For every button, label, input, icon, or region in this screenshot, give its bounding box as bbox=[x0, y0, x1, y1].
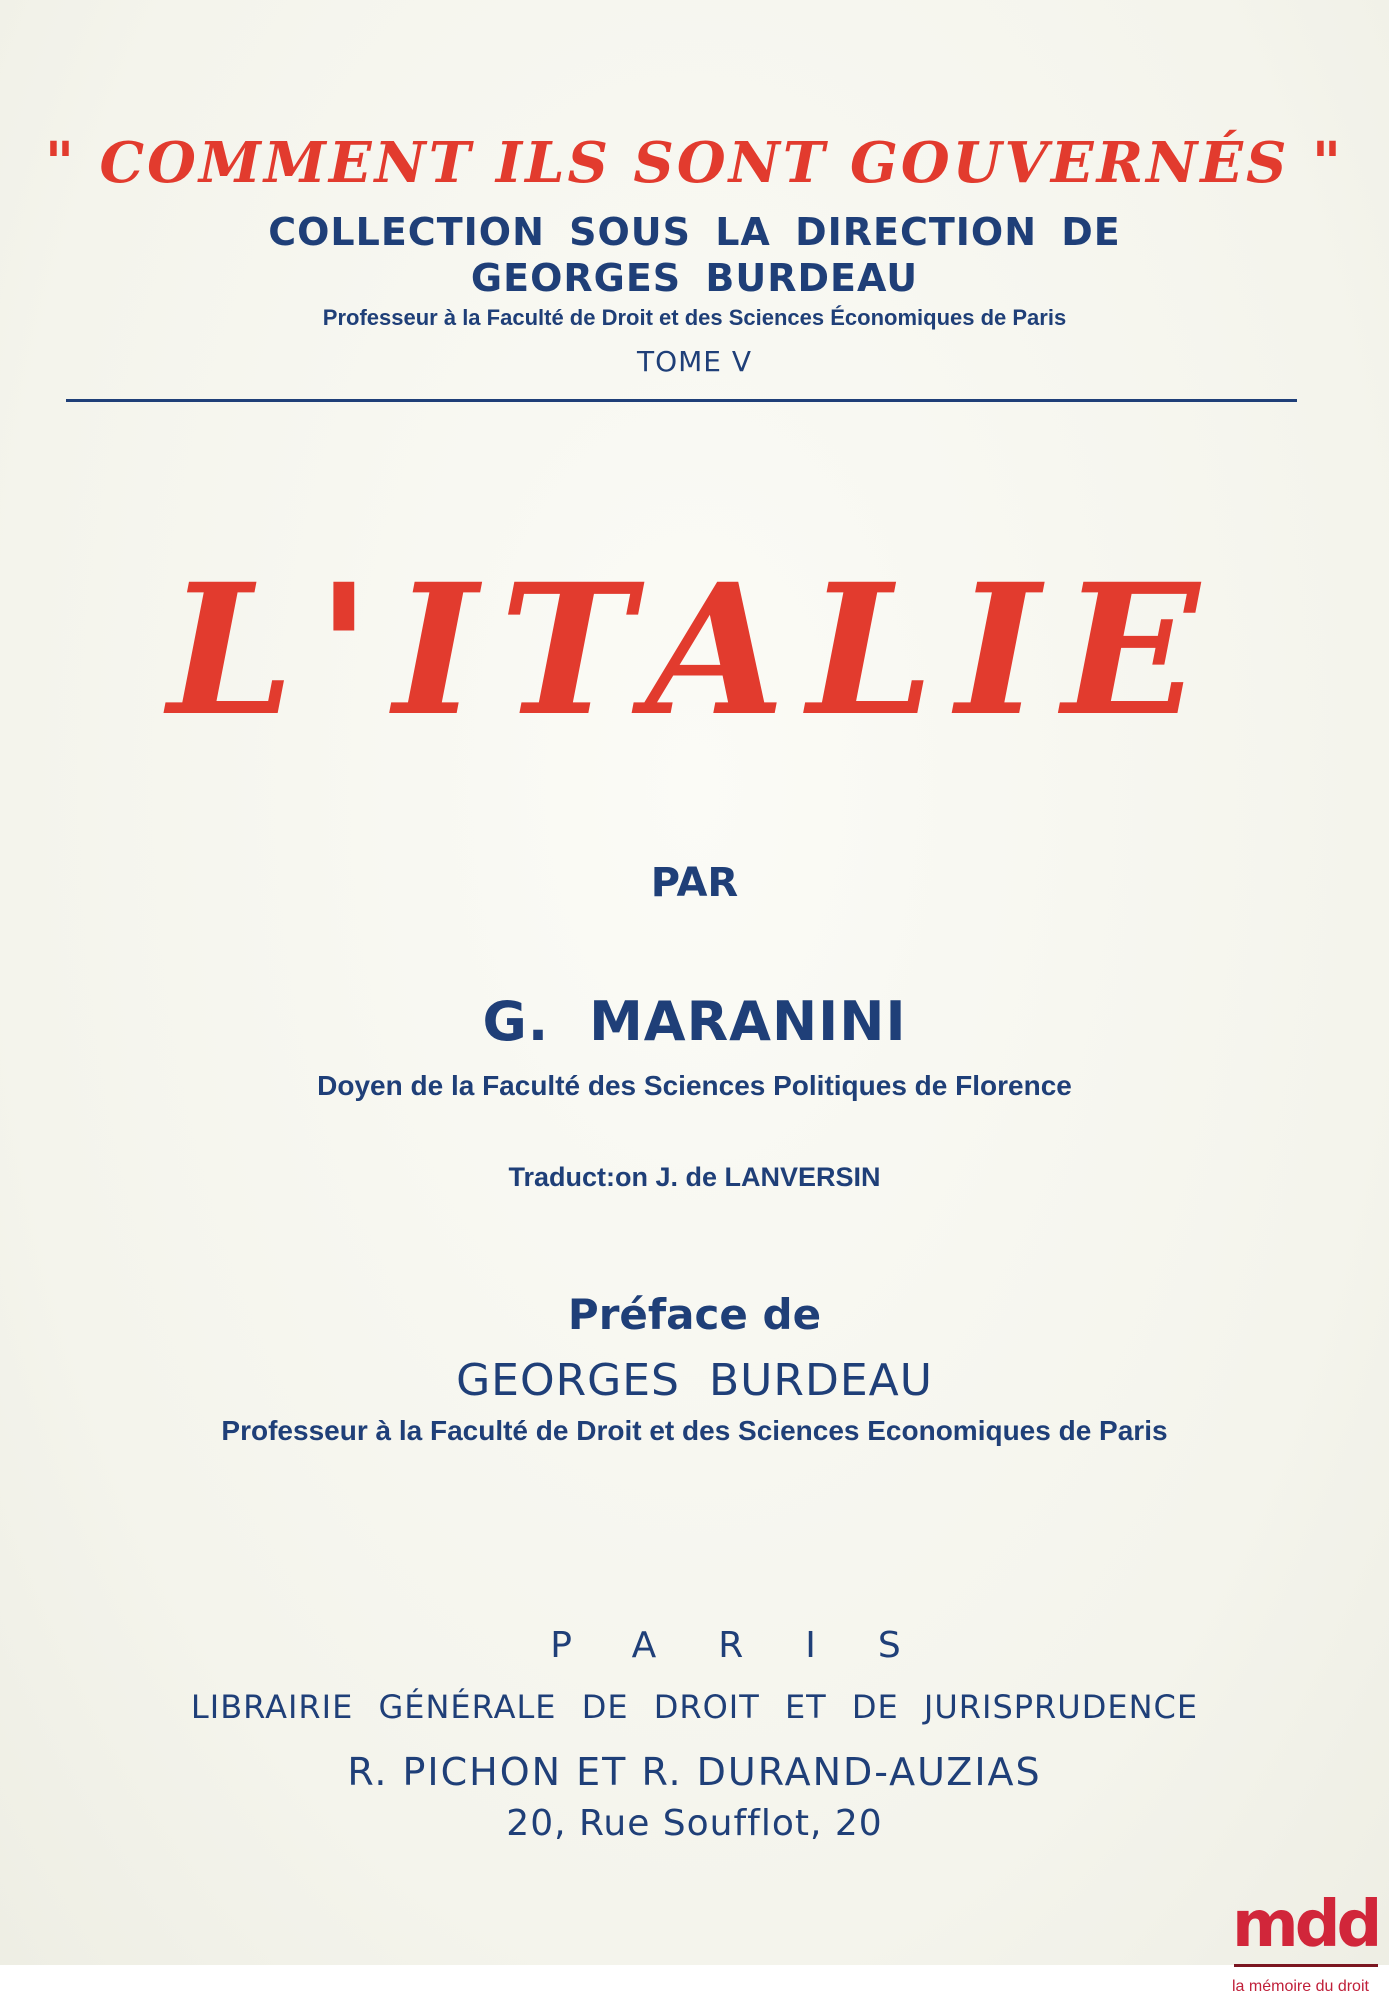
mdd-logo-tagline: la mémoire du droit bbox=[1232, 1978, 1369, 1995]
mdd-logo-mark: mdd bbox=[1232, 1888, 1379, 1962]
mdd-logo bbox=[1232, 1890, 1382, 2000]
imprint-address: 20, Rue Soufflot, 20 bbox=[506, 1803, 883, 1844]
collection-director-title: Professeur à la Faculté de Droit et des Sciences Économiques de Paris bbox=[322, 305, 1067, 330]
author-title: Doyen de la Faculté des Sciences Politiques de Florence bbox=[317, 1070, 1072, 1101]
by-label: PAR bbox=[650, 860, 739, 906]
imprint-city: PARIS bbox=[550, 1625, 963, 1666]
preface-author-title: Professeur à la Faculté de Droit et des Sciences Economiques de Paris bbox=[221, 1415, 1168, 1446]
tome-number: TOME V bbox=[636, 345, 753, 378]
author-name: G. MARANINI bbox=[482, 990, 907, 1053]
imprint-publisher-names: R. PICHON ET R. DURAND-AUZIAS bbox=[347, 1750, 1042, 1794]
book-title: L'ITALIE bbox=[167, 545, 1222, 756]
preface-label: Préface de bbox=[567, 1290, 822, 1339]
mdd-logo-underline bbox=[1234, 1964, 1378, 1967]
translator-credit: Traduct:on J. de LANVERSIN bbox=[508, 1162, 881, 1192]
series-title: " COMMENT ILS SONT GOUVERNÉS " bbox=[44, 130, 1345, 196]
collection-line: COLLECTION SOUS LA DIRECTION DE bbox=[268, 210, 1121, 254]
preface-author: GEORGES BURDEAU bbox=[456, 1355, 933, 1406]
header-divider bbox=[66, 399, 1297, 402]
collection-director: GEORGES BURDEAU bbox=[470, 256, 919, 300]
imprint-publisher: LIBRAIRIE GÉNÉRALE DE DROIT ET DE JURISPRUDENCE bbox=[190, 1688, 1199, 1726]
